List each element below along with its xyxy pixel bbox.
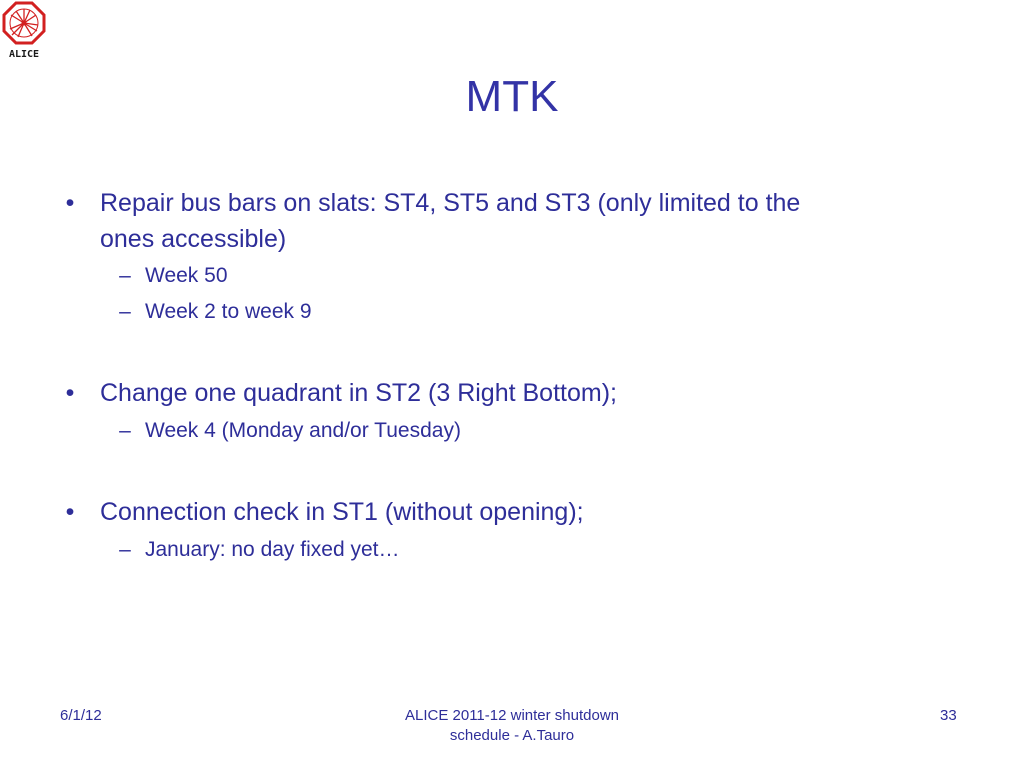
slide-title: MTK [465, 72, 559, 121]
bullet-marker: • [65, 189, 75, 217]
dash-marker: – [119, 538, 131, 561]
sub-bullet-text: Week 2 to week 9 [145, 300, 312, 323]
sub-bullet-text: Week 50 [145, 264, 228, 287]
alice-logo-text: ALICE [8, 49, 40, 60]
sub-bullet-text: Week 4 (Monday and/or Tuesday) [145, 419, 461, 442]
sub-bullet-item [119, 261, 228, 291]
dash-marker: – [119, 264, 131, 287]
footer-title [312, 706, 712, 746]
bullet-item [65, 494, 584, 530]
sub-bullet-text: January: no day fixed yet… [145, 538, 400, 561]
dash-marker: – [119, 300, 131, 323]
sub-bullet-item [119, 297, 312, 327]
bullet-text: Change one quadrant in ST2 (3 Right Bottom); [100, 379, 617, 407]
footer-title-line: schedule - A.Tauro [449, 727, 575, 744]
bullet-text: ones accessible) [100, 225, 287, 253]
sub-bullet-item [119, 416, 461, 446]
dash-marker: – [119, 419, 131, 442]
page-number: 33 [940, 707, 957, 724]
footer-title-line: ALICE 2011-12 winter shutdown [404, 707, 619, 724]
sub-bullet-item [119, 535, 400, 565]
bullet-marker: • [65, 379, 75, 407]
bullet-text: Repair bus bars on slats: ST4, ST5 and ST3 (only limited to the [100, 189, 801, 217]
footer-date: 6/1/12 [60, 707, 102, 724]
bullet-item [65, 185, 801, 221]
bullet-marker: • [65, 498, 75, 526]
bullet-item-continued [100, 221, 286, 257]
bullet-text: Connection check in ST1 (without opening); [100, 498, 584, 526]
bullet-item [65, 375, 617, 411]
